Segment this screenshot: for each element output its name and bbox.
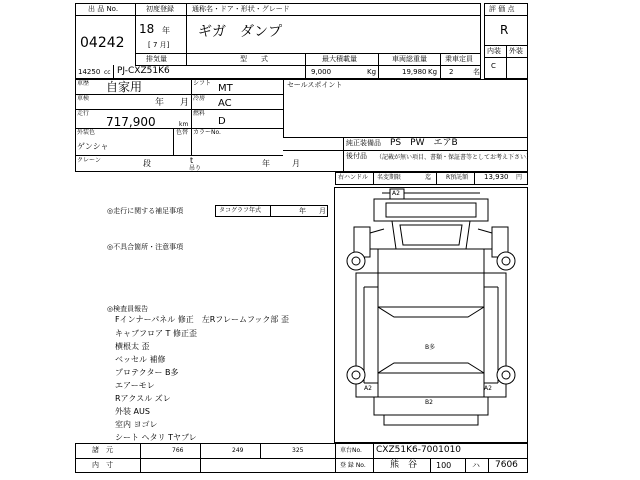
mileage-label: 走行 — [77, 110, 90, 117]
lot-label: 出 品 No. — [88, 5, 119, 13]
use-value: 自家用 — [106, 80, 143, 94]
recycle-unit: 円 — [516, 174, 523, 181]
reg-year: 18 — [139, 22, 155, 36]
capacity-value: 2 — [449, 68, 454, 76]
capacity-label: 乗車定員 — [445, 55, 473, 63]
inspection-label: 車検 — [77, 95, 90, 102]
exterior-color-value: ゲンシャ — [77, 142, 109, 151]
displacement-value: 14250 — [78, 68, 101, 76]
chassis-number: CXZ51K6-7001010 — [376, 445, 462, 455]
max-load-label: 最大積載量 — [322, 55, 357, 63]
damage-mark: A2 — [392, 190, 400, 197]
recycle-label: R預託額 — [446, 174, 469, 181]
interior-label: 内装 — [487, 47, 501, 55]
shift-value: MT — [218, 83, 233, 94]
dims-length: 766 — [172, 447, 184, 454]
inspector-line: プロテクター B多 — [115, 368, 179, 377]
gross-weight-value: 19,980 — [402, 68, 427, 76]
tacho-year: 年 — [299, 207, 306, 215]
fuel-value: D — [218, 116, 226, 127]
inspector-line: 外装 AUS — [115, 407, 150, 416]
reg-class: 100 — [436, 461, 452, 470]
aftermarket-label: 後付品 — [346, 152, 367, 160]
mileage-value: 717,900 — [106, 115, 156, 129]
reg-kana: ハ — [472, 461, 480, 470]
first-reg-label: 初度登録 — [146, 5, 174, 13]
dims-width: 249 — [232, 447, 244, 454]
inspector-line: シート ヘタリ Tヤブレ — [115, 433, 197, 442]
inspector-line: ベッセル 補修 — [115, 355, 166, 364]
name-change-value: 迄 — [425, 174, 432, 181]
damage-mark: B多 — [425, 344, 436, 351]
cooler-value: AC — [218, 98, 232, 109]
steering-label: 右ハンドル — [338, 174, 369, 181]
inspector-line: エアーモレ — [115, 381, 155, 390]
score-label: 評 価 点 — [489, 5, 515, 13]
dims-label: 諸 元 — [92, 446, 113, 454]
crane-t: t — [190, 156, 194, 165]
reg-month: [ 7 月] — [148, 41, 170, 49]
capacity-unit: 名 — [473, 68, 480, 76]
inspector-line: 室内 ヨゴレ — [115, 420, 158, 429]
crane-tsuri: 吊り — [189, 165, 202, 172]
tacho-month: 月 — [319, 207, 326, 215]
exterior-grade: C — [491, 62, 496, 70]
damage-mark: B2 — [425, 399, 433, 406]
inspector-line: Rアクスル ズレ — [115, 394, 171, 403]
fuel-label: 燃料 — [193, 110, 206, 117]
max-load-value: 9,000 — [311, 68, 332, 76]
reg-label: 登 録 No. — [340, 462, 366, 469]
chassis-label: 車台No. — [340, 447, 362, 454]
defects-label: ◎不具合箇所・注意事項 — [107, 243, 184, 251]
reg-number: 7606 — [495, 460, 518, 470]
crane-month: 月 — [292, 159, 300, 168]
exterior-label: 外装 — [509, 47, 523, 55]
lot-number: 04242 — [80, 35, 125, 51]
damage-mark: A2 — [484, 385, 492, 392]
vehicle-name: ギガ ダンプ — [198, 24, 283, 40]
sales-point-label: セールスポイント — [287, 81, 343, 89]
tacho-label: タコグラフ年式 — [219, 207, 262, 214]
inspection-year: 年 — [155, 98, 165, 108]
model-value: PJ-CXZ51K6 — [117, 66, 170, 76]
crane-year: 年 — [262, 159, 270, 168]
crane-label: クレーン — [77, 157, 101, 164]
max-load-unit: Kg — [367, 68, 377, 76]
color-no-label: カラーNo. — [193, 129, 221, 136]
name-change-label: 名変期限 — [377, 174, 402, 181]
inspector-line: キャブフロア T 修正歪 — [115, 329, 197, 338]
damage-mark: A2 — [364, 385, 372, 392]
use-label: 車歴 — [77, 80, 90, 87]
inspection-month: 月 — [180, 98, 190, 108]
reg-place: 熊 谷 — [390, 460, 418, 470]
reg-year-unit: 年 — [162, 26, 170, 35]
cooler-label: 冷房 — [193, 95, 206, 102]
exterior-color-label: 外装色 — [77, 129, 96, 136]
genuine-items: PS PW エアB — [390, 138, 458, 148]
mileage-note-label: ◎走行に関する補足事項 — [107, 207, 184, 215]
genuine-label: 純正装備品 — [346, 139, 381, 147]
inner-label: 内 寸 — [92, 461, 113, 469]
inspector-line: 横根太 歪 — [115, 342, 150, 351]
inspector-line: Fインナーパネル 修正 左Rフレームフック部 歪 — [115, 315, 289, 324]
cc-unit: cc — [104, 69, 111, 76]
dims-height: 325 — [292, 447, 304, 454]
recycle-amount: 13,930 — [484, 173, 509, 181]
score-value: R — [500, 23, 509, 37]
crane-dan: 段 — [143, 159, 151, 168]
gross-weight-unit: Kg — [428, 68, 438, 76]
inspector-label: ◎検査員報告 — [107, 305, 149, 313]
color-change-label: 色替 — [176, 129, 189, 136]
gross-weight-label: 車両総重量 — [392, 55, 427, 63]
displacement-label: 排気量 — [146, 55, 167, 63]
aftermarket-note: （記載が無い項目、書類・保証書等としてお考え下さい） — [376, 154, 533, 161]
model-label: 型 式 — [240, 55, 268, 63]
shift-label: シフト — [193, 80, 212, 87]
mileage-unit: km — [179, 121, 189, 128]
vehicle-name-label: 通称名・ドア・形状・グレード — [192, 5, 290, 13]
